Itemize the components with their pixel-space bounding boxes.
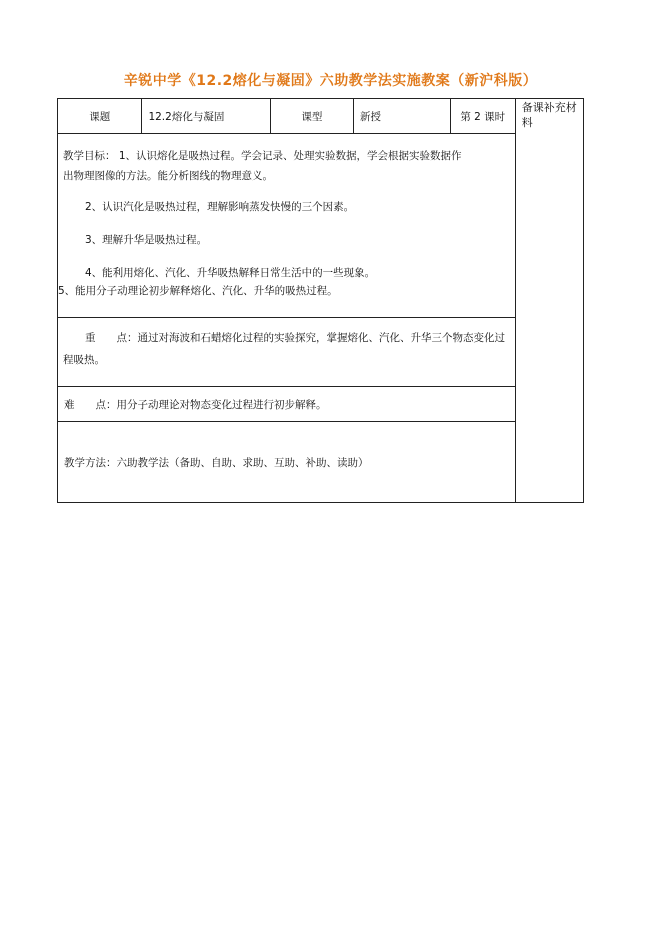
topic-value: 12.2熔化与凝固 [142, 99, 270, 134]
difficulty-text: 用分子动理论对物态变化过程进行初步解释。 [116, 398, 327, 411]
objective-line-2: 出物理图像的方法。能分析图线的物理意义。 [63, 170, 273, 182]
objective-line-6: 5、能用分子动理论初步解释熔化、汽化、升华的吸热过程。 [58, 285, 338, 297]
difficulty-cell [58, 387, 516, 422]
page-title: 辛锐中学《12.2熔化与凝固》六助教学法实施教案（新沪科版） [123, 73, 538, 89]
lesson-plan-table [57, 98, 584, 503]
period-value: 第 2 课时 [450, 99, 515, 134]
key-points-cell [58, 318, 516, 387]
type-value: 新授 [354, 99, 451, 134]
objective-line-5: 4、能利用熔化、汽化、升华吸热解释日常生活中的一些现象。 [85, 267, 376, 279]
objectives-cell [58, 134, 516, 318]
supplement-cell: 备课补充材料 [515, 99, 583, 503]
label-topic: 课题 [58, 99, 142, 134]
header-row [58, 99, 584, 134]
objective-line-4: 3、理解升华是吸热过程。 [85, 234, 208, 246]
objective-line-1: 教学目标： 1、认识熔化是吸热过程。学会记录、处理实验数据，学会根据实验数据作 [63, 150, 462, 162]
label-type: 课型 [270, 99, 353, 134]
objective-line-3: 2、认识汽化是吸热过程，理解影响蒸发快慢的三个因素。 [85, 201, 355, 213]
key-points-text: 通过对海波和石蜡熔化过程的实验探究，掌握熔化、汽化、升华三个物态变化过程吸热。 [63, 332, 505, 366]
difficulty-label: 难 点： [64, 398, 117, 411]
method-cell: 教学方法：六助教学法（备助、自助、求助、互助、补助、读助） [58, 422, 516, 503]
key-points-label: 重 点： [85, 332, 138, 344]
